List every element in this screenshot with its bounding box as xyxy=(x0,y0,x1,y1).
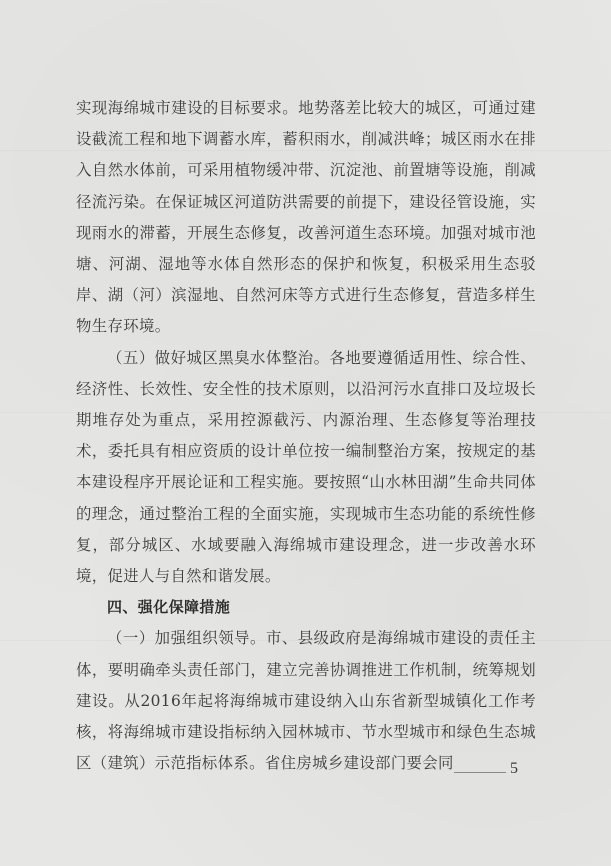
page-number: 5 xyxy=(510,760,518,777)
page-footer xyxy=(454,756,534,786)
paragraph-item-5: （五）做好城区黑臭水体整治。各地要遵循适用性、综合性、经济性、长效性、安全性的技术原则，以沿河污水直排口及垃圾长期堆存处为重点，采用控源截污、内源治理、生态修复等治理技术，委托具有相应资质的设计单位按一编制整治方案，按规定的基本建设程序开展论证和工程实施。要按照“山水林田湖”生命共同体的理念，通过整治工程的全面实施，实现城市生态功能的系统性修复，部分城区、水域要融入海绵城市建设理念，进一步改善水环境，促进人与自然和谐发展。 xyxy=(76,348,536,586)
page-number-rule xyxy=(454,772,506,773)
document-body xyxy=(76,93,536,779)
paragraph-continuation: 实现海绵城市建设的目标要求。地势落差比较大的城区，可通过建设截流工程和地下调蓄水库，蓄积雨水，削减洪峰；城区雨水在排入自然水体前，可采用植物缓冲带、沉淀池、前置塘等设施，削减径流污染。在保证城区河道防洪需要的前提下，建设径管设施，实现雨水的滞蓄，开展生态修复，改善河道生态环境。加强对城市池塘、河湖、湿地等水体自然形态的保护和恢复，积极采用生态驳岸、湖（河）滨湿地、自然河床等方式进行生态修复，营造多样生物生存环境。 xyxy=(76,99,536,336)
section-heading: 四、强化保障措施 xyxy=(107,598,231,617)
paragraph-item-1: （一）加强组织领导。市、县级政府是海绵城市建设的责任主体，要明确牵头责任部门，建立完善协调推进工作机制，统筹规划建设。从2016年起将海绵城市建设纳入山东省新型城镇化工作考核，将海绵城市建设指标纳入园林城市、节水型城市和绿色生态城区（建筑）示范指标体系。省住房城乡建设部门要会同 xyxy=(76,629,536,773)
